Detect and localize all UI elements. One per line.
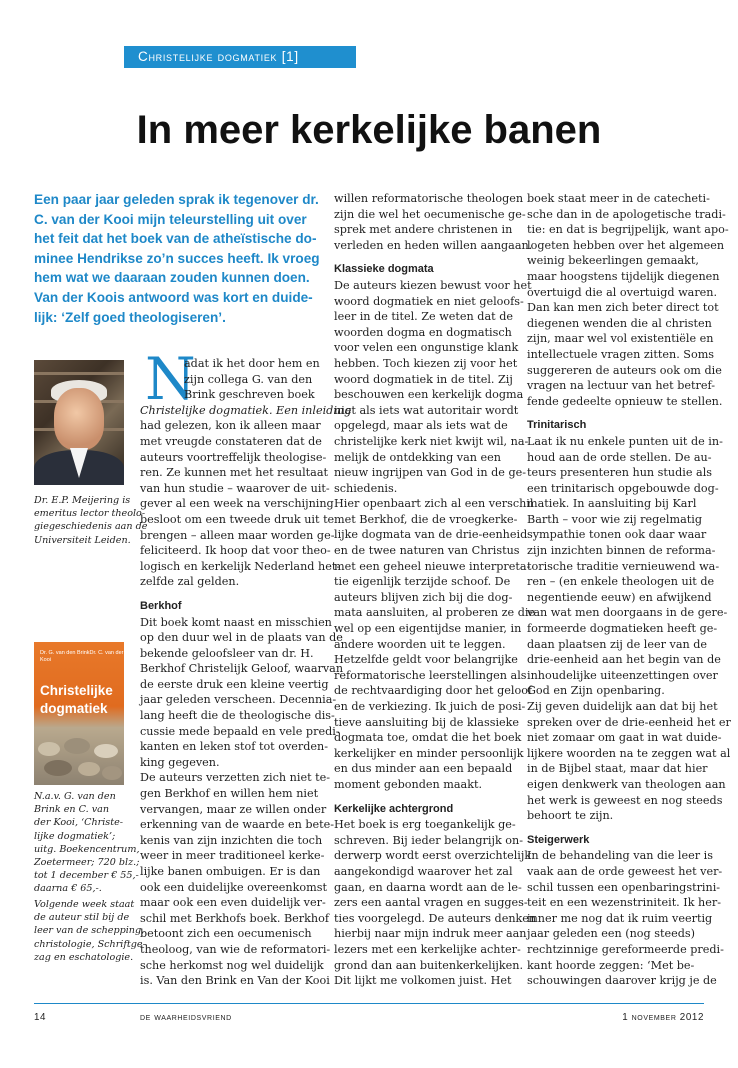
section-rubric: Christelijke dogmatiek [1] [124,46,356,68]
text-line: weer in meer traditioneel kerke- [140,849,325,863]
text-line: lezers met een kerkelijke achter- [334,942,521,956]
text-line: woorden dogma en dogmatisch [334,325,512,339]
text-line: ook een duidelijke overeenkomst [140,880,327,894]
col3-paragraph-2 [527,434,731,824]
book-cover-title: Christelijke dogmatiek [40,683,113,716]
text-line: niet zomaar om gaat in wat duide- [527,731,722,745]
col1-first-lines: adat ik het door hem en zijn collega G. van den Brink geschreven boek Christelijke dogmatiek. Een inleiding [140,357,352,417]
text-line: Dr. E.P. Meijering is [34,495,131,506]
col2-paragraph-1 [334,191,533,253]
text-line: andere woorden uit te leggen. [334,637,506,651]
text-line: wel op een eigentijdse manier, in [334,622,522,636]
text-line: giegeschiedenis aan de [34,521,148,533]
drop-cap: N [145,345,196,413]
text-line: moment gebonden maakt. [334,777,483,791]
text-line: N.a.v. G. van den [34,791,116,802]
text-line: kerkelijker en minder persoonlijk [334,746,524,760]
text-line: zers een aantal vragen en sugges- [334,896,528,910]
column-2 [334,191,537,989]
photo-caption [34,494,147,547]
text-line: is. Van den Brink en Van der Kooi [140,974,330,988]
text-line: erkenning van de waarde en bete- [140,818,335,832]
text-line: overtuigd die al overtuigd waren. [527,285,718,299]
text-line: en de twee naturen van Christus [334,544,520,558]
text-line: tie eigenlijk terzijde schoof. De [334,575,511,589]
text-line: Van der Koois antwoord was kort en duide- [34,289,313,305]
text-line: teurs presenteren hun studie als [527,466,713,480]
text-line: derwerp wordt eerst overzichtelijk [334,849,532,863]
text-line: Dan kan men zich beter direct tot [527,301,719,315]
text-line: leer van de schepping, [34,925,145,937]
text-line: theoloog, van wie de reformatori- [140,942,331,956]
text-line: Laat ik nu enkele punten uit de in- [527,434,723,448]
text-line: lijkere woorden na te zeggen wat al [527,746,731,760]
text-line: hem wat we daaraan zouden kunnen doen. [34,270,310,286]
col3-paragraph-1 [527,191,729,409]
col1-paragraph [140,418,341,590]
text-line: hebben. Toch kiezen zij voor het [334,356,518,370]
text-line: De auteurs kiezen bewust voor het [334,278,532,292]
col2-paragraph-2 [334,278,536,793]
text-line: Zij geven duidelijk aan dat bij het [527,700,718,713]
text-line: emeritus lector theolo- [34,508,146,520]
text-line: Brink en C. van [34,804,110,816]
text-line: schiedenis. [334,481,398,495]
text-line: zijn, maar wel vol existentiële en [527,332,714,346]
text-line: tieve aansluiting bij de klassieke [334,715,520,729]
text-line: van hun studie – waarover de uit- [140,481,330,495]
text-line: sprek met andere christenen in [334,223,513,237]
text-line: lang heeft die de theologische dis- [140,709,335,723]
article-title: In meer kerkelijke banen [136,108,602,152]
text-line: had gelezen, kon ik alleen maar [140,419,321,433]
text-line: drie-eenheid aan het begin van de [527,653,721,667]
text-line: auteurs voortreffelijk theologise- [140,450,327,464]
text-line: de rechtvaardiging door het geloof [334,684,533,698]
text-line: logisch en kerkelijk Nederland het- [140,559,341,573]
text-line: vaak aan de orde geweest het ver- [527,864,723,878]
text-line: opgelegd, maar als iets wat de [334,419,508,433]
text-line: Dr. C. van der Kooi [40,650,124,663]
text-line: God en Zijn openbaring. [527,684,665,698]
text-line: C. van der Kooi mijn teleurstelling uit over [34,211,307,227]
text-line: verleden en heden willen aangaan. [334,238,533,252]
text-line: diegenen wenden die al christen [527,316,712,330]
heading-trinitarisch: Trinitarisch [527,419,587,432]
text-line: Hier openbaart zich al een verschil [334,497,534,511]
text-line: zijn inzichten binnen de reforma- [527,544,716,558]
text-line: nieuw ingrijpen van God in de ge- [334,466,527,480]
text-line: een trinitarisch opgebouwde dog- [527,481,719,495]
text-line: Universiteit Leiden. [34,534,131,546]
text-line: de eerste druk een kleine veertig [140,677,329,691]
text-line: ren – (en enkele theologen uit de [527,575,715,589]
text-line: gaan, en daarna wordt aan de le- [334,880,522,894]
text-line: kant hoorde zeggen: ‘Met be- [527,958,695,972]
text-line: fende gedeelte opnieuw te stellen. [527,394,723,408]
next-week-caption [34,898,146,964]
text-line: Dit lijkt me volkomen juist. Het [334,974,512,988]
text-line: zelfde zal gelden. [140,575,240,589]
text-line: reformatorische leerstellingen als [334,668,527,682]
book-caption [34,790,140,896]
heading-steigerwerk: Steigerwerk [527,833,590,846]
column-3 [527,191,731,989]
footer-rule [34,1003,704,1004]
col2-paragraph-3 [334,817,537,989]
text-line: teit en een wezenstriniteit. Ik her- [527,896,722,910]
text-line: jaar geleden een (nog steeds) [527,927,696,941]
text-line: beschouwen een kerkelijk dogma [334,388,524,402]
text-line: negentiende eeuw) en afwijkend [527,590,712,604]
text-line: Een paar jaar geleden sprak ik tegenover dr. [34,192,319,207]
text-line: Barth – voor wie zij regelmatig [527,512,703,526]
text-line: melijk de ontdekking van een [334,450,502,464]
text-line: het werk is geweest en nog steeds [527,793,723,807]
text-line: Dit boek komt naast en misschien [140,615,332,629]
text-line: cussie mede bepaald en vele predi- [140,724,340,738]
text-line: hierbij naar mijn indruk meer aan [334,927,527,941]
text-line: schouwingen daarover krijg je de [527,974,717,988]
text-line: daan plaatsen zij de leer van de [527,637,708,651]
text-line: tot 1 december € 55,- [34,870,139,882]
text-line: auteurs blijven zich bij die dog- [334,590,513,604]
text-line: lijk: ‘Zelf goed theologiseren’. [34,309,226,325]
magazine-name: de waarheidsvriend [140,1012,232,1023]
text-line: sche dan in de apologetische tradi- [527,207,726,221]
text-line: boek staat meer in de catecheti- [527,192,710,205]
text-line: Hetzelfde geldt voor belangrijke [334,653,518,667]
text-line: inhoudelijke uiteenzettingen over [527,668,718,682]
text-line: matiek. In aansluiting bij Karl [527,497,697,511]
text-line: torische traditie vernieuwend wa- [527,559,720,573]
text-line: met Berkhof, die de vroegkerke- [334,512,518,526]
col1-paragraph-2 [140,615,344,989]
text-line: sche herkomst nog wel duidelijk [140,958,324,972]
text-line: het feit dat het boek van de atheïstische do- [34,231,317,247]
text-line: Dr. G. van den Brink [40,650,90,656]
column-1 [140,345,352,989]
text-line: woord dogmatiek en niet geloofs- [334,294,524,308]
text-line: bekende geloofsleer van dr. H. [140,646,314,660]
text-line: houd aan de orde stellen. De au- [527,450,712,464]
text-line: ties voorgelegd. De auteurs denken [334,911,537,925]
text-line: niet als iets wat autoritair wordt [334,403,519,417]
text-line: inner me nog dat ik ruim veertig [527,911,713,925]
text-line: met vreugde constateren dat de [140,434,322,448]
text-line: rechtzinnige gereformeerde predi- [527,942,724,956]
text-line: christologie, Schriftge- [34,938,146,950]
text-line: vragen na lectuur van het betref- [527,379,715,393]
text-line: maar hoogstens tijdelijk diegenen [527,269,720,283]
text-line: intellectuele vragen zitten. Soms [527,347,715,361]
text-line: Zoetermeer; 720 blz.; [34,857,140,869]
text-line: grond dan aan buitenkerkelijken. [334,958,524,972]
text-line: sympathie tonen ook daar waar [527,528,707,542]
text-line: behoort te zijn. [527,809,614,823]
text-line: christelijke kerk niet kwijt wil, na- [334,434,529,448]
text-line: suggereren de auteurs ook om die [527,363,722,377]
text-line: Het boek is erg toegankelijk ge- [334,818,516,832]
author-photo [34,360,124,485]
book-authors [40,650,124,664]
text-line: In de behandeling van die leer is [527,849,713,863]
text-line: leer in de titel. Ze weten dat de [334,310,513,324]
text-line: minee Hendrikse zo’n succes heeft. Ik vroeg [34,250,320,266]
text-line: lijke dogmatiek’; [34,830,116,842]
text-line: lijke banen ombuigen. Er is dan [140,865,321,878]
text-line: besloot om een tweede druk uit te [140,512,335,526]
text-line: van wat men doorgaans in de gere- [527,606,728,620]
text-line: gen Berkhof en willen hem niet [140,787,319,801]
text-line: schil tussen een openbaringstrini- [527,880,721,894]
text-line: willen reformatorische theologen [334,192,524,205]
heading-berkhof: Berkhof [140,599,182,612]
text-line: kanten en leken stof tot overden- [140,740,329,754]
book-cover [34,642,124,785]
text-line: formeerde dogmatieken heeft ge- [527,622,718,636]
text-line: spreken over de drie-eenheid het er [527,715,731,729]
text-line: de auteur stil bij de [34,912,130,924]
text-line: maar ook een even duidelijk ver- [140,896,326,910]
text-line: mata aansluiten, al proberen ze die [334,606,536,620]
text-line: De auteurs verzetten zich niet te- [140,771,331,785]
text-line: betoont zich een oecumenisch [140,927,312,941]
text-line: Volgende week staat [34,899,135,910]
text-line: in de Bijbel staat, maar dat hier [527,762,708,776]
text-line: zijn die wel het oecumenische ge- [334,207,526,221]
text-line: kenis van zijn inzichten die toch [140,833,323,847]
text-line: lijke dogmata van de drie-eenheid [334,528,528,542]
text-line: Berkhof Christelijk Geloof, waarvan [140,662,344,676]
text-line: logeten hebben over het algemeen [527,238,725,252]
text-line: jaar geleden verscheen. Decennia- [140,693,337,707]
page-number: 14 [34,1012,47,1023]
text-line: der Kooi, ‘Christe- [34,817,124,829]
text-line: king gegeven. [140,755,220,769]
text-line: uitg. Boekencentrum, [34,843,140,855]
intro-paragraph [34,190,320,327]
text-line: aangekondigd waarover het zal [334,864,513,878]
text-line: eigen denkwerk van theologen aan [527,777,726,791]
text-line: op den duur wel in de plaats van de [140,631,343,645]
text-line: zag en eschatologie. [34,951,134,963]
text-line: feliciteerd. Ik hoop dat voor theo- [140,544,331,558]
text-line: gever al een week na verschijning [140,497,334,511]
col3-paragraph-3 [527,848,724,988]
text-line: en dus minder aan een bepaald [334,762,513,776]
text-line: dogmata toe, omdat die het boek [334,731,522,745]
text-line: schil met Berkhofs boek. Berkhof [140,911,330,925]
text-line: met een geheel nieuwe interpreta- [334,559,531,573]
text-line: daarna € 65,-. [34,883,102,895]
text-line: tie: en dat is begrijpelijk, want apo- [527,223,729,237]
heading-klassieke-dogmata: Klassieke dogmata [334,263,434,276]
heading-kerkelijke-achtergrond: Kerkelijke achtergrond [334,802,454,815]
issue-date: 1 november 2012 [622,1012,704,1023]
text-line: vervangen, maar ze willen onder [140,802,327,816]
text-line: voor velen een ongunstige klank [334,341,519,355]
text-line: woord dogmatiek in de titel. Zij [334,372,513,386]
text-line: brengen – alleen maar worden ge- [140,528,335,542]
text-line: en de verkiezing. Ik juich de posi- [334,700,526,713]
text-line: schreven. Bij ieder belangrijk on- [334,833,523,847]
text-line: ren. Ze kunnen met het resultaat [140,466,328,480]
text-line: weinig bekeerlingen gemaakt, [527,254,699,268]
